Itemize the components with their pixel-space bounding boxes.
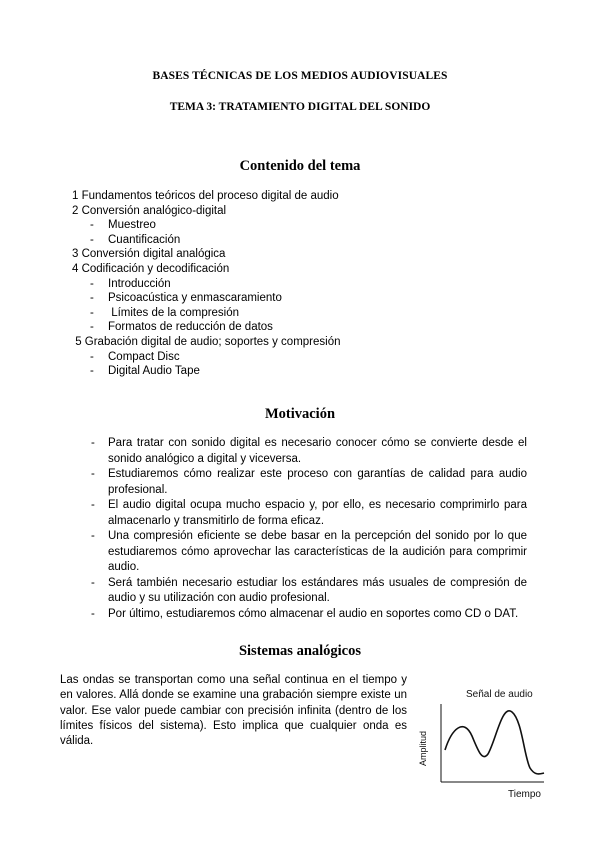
tema-title: TEMA 3: TRATAMIENTO DIGITAL DEL SONIDO [169, 101, 431, 113]
toc-item: 2 Conversión analógico-digital [72, 204, 227, 217]
audio-signal-figure [412, 686, 562, 804]
dash-marker: - [90, 306, 94, 319]
toc-subitem [72, 233, 532, 248]
audio-waveform [445, 711, 544, 774]
toc-item: 3 Conversión digital analógica [72, 248, 226, 261]
dash-marker: - [90, 233, 94, 246]
toc-subitem-label: Introducción [108, 277, 171, 290]
toc-subitem [72, 306, 532, 321]
motivacion-item-text: El audio digital ocupa mucho espacio y, por ello, es necesario comprimirlo para almacenarlo y transmitirlo de forma eficaz. [108, 499, 527, 527]
toc-subitem [72, 350, 532, 365]
motivacion-item-text: Será también necesario estudiar los estándares más usuales de compresión de audio y su utilización con audio profesional. [108, 576, 527, 604]
y-axis-label: Amplitud [418, 730, 428, 766]
motivacion-item [91, 576, 527, 607]
dash-marker: - [91, 530, 95, 542]
dash-marker: - [91, 468, 95, 480]
toc-subitem [72, 291, 532, 306]
toc-item: 1 Fundamentos teóricos del proceso digital de audio [72, 190, 339, 202]
sistemas-heading: Sistemas analógicos [238, 643, 362, 659]
toc-subitem-label: Muestreo [108, 219, 156, 232]
dash-marker: - [90, 350, 94, 363]
dash-marker: - [91, 576, 95, 589]
motivacion-item-text: Una compresión eficiente se debe basar en la percepción del sonido por lo que estudiaremos cómo aprovechar las características de la audición para comprimir audio. [108, 530, 527, 573]
toc-subitem [72, 364, 532, 379]
toc-subitem [72, 320, 532, 335]
motivacion-item [91, 436, 527, 467]
toc-subitem-label: Compact Disc [108, 350, 180, 363]
motivacion-item-text: Para tratar con sonido digital es necesario conocer cómo se convierte desde el sonido analógico a digital y viceversa. [108, 437, 527, 465]
dash-marker: - [90, 321, 94, 334]
motivacion-item [91, 467, 527, 498]
toc-subitem-label: Digital Audio Tape [108, 365, 200, 378]
course-title: BASES TÉCNICAS DE LOS MEDIOS AUDIOVISUALES [152, 70, 448, 82]
contenido-heading: Contenido del tema [239, 158, 361, 174]
toc-subitem-label: Psicoacústica y enmascaramiento [108, 292, 282, 305]
motivacion-item-text: Estudiaremos cómo realizar este proceso con garantías de calidad para audio profesional. [108, 468, 527, 496]
toc-subitem [72, 218, 532, 233]
dash-marker: - [90, 292, 94, 305]
motivacion-item [91, 607, 527, 623]
toc-item: 5 Grabación digital de audio; soportes y compresión [72, 335, 341, 348]
dash-marker: - [90, 277, 94, 290]
motivacion-item [91, 529, 527, 576]
toc-item: 4 Codificación y decodificación [72, 262, 230, 275]
toc-subitem-label: Cuantificación [108, 233, 181, 246]
dash-marker: - [91, 499, 95, 511]
motivacion-list [91, 436, 527, 622]
dash-marker: - [90, 219, 94, 232]
sistemas-paragraph: Las ondas se transportan como una señal continua en el tiempo y en valores. Allá donde se examine una grabación siempre existe un valor. Ese valor puede cambiar con precisión infinita (dentro de los límites físicos del sistema). Esto implica que cualquier onda es válida. [60, 674, 407, 748]
toc-subitem-label: Formatos de reducción de datos [108, 321, 273, 334]
toc-subitem-label: Límites de la compresión [108, 306, 240, 319]
figure-title: Señal de audio [466, 689, 533, 700]
motivacion-item-text: Por último, estudiaremos cómo almacenar el audio en soportes como CD o DAT. [108, 607, 519, 620]
contenido-list [72, 189, 532, 379]
dash-marker: - [91, 437, 95, 449]
x-axis-label: Tiempo [508, 789, 541, 800]
toc-subitem [72, 277, 532, 292]
motivacion-item [91, 498, 527, 529]
dash-marker: - [90, 365, 94, 378]
dash-marker: - [91, 607, 95, 620]
motivacion-heading: Motivación [264, 406, 336, 422]
